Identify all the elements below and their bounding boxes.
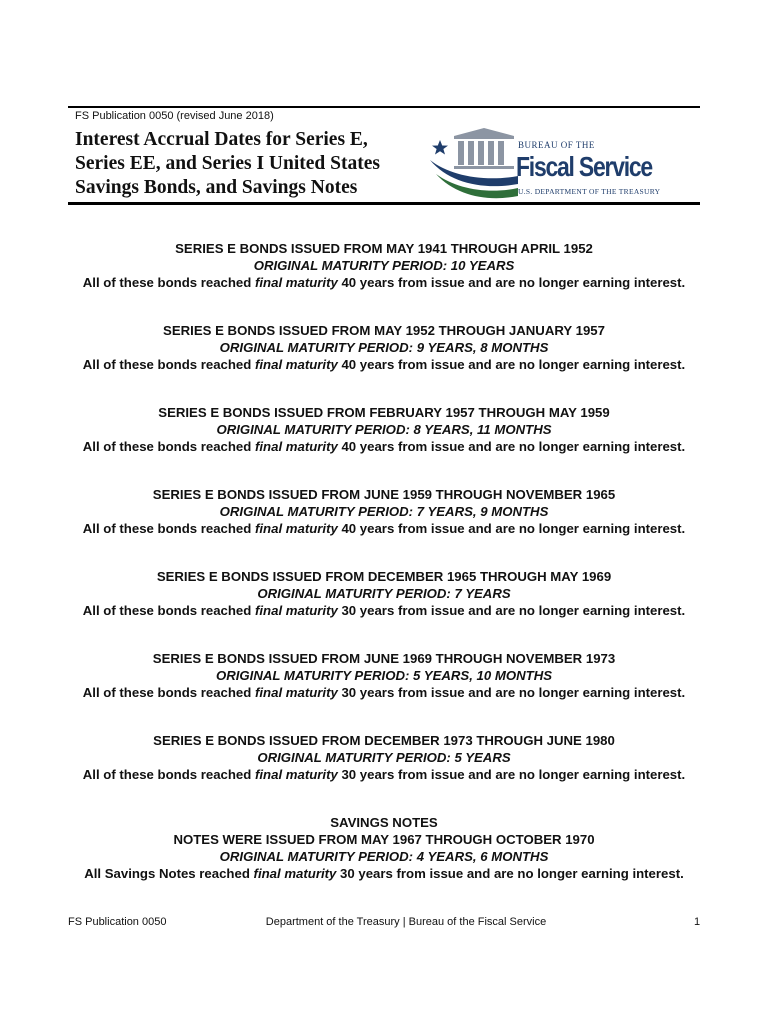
footer-publication: FS Publication 0050 <box>68 916 167 928</box>
header-rule-top <box>68 106 700 108</box>
logo-fiscal-service-text: Fiscal Service <box>516 151 652 182</box>
section-maturity: ORIGINAL MATURITY PERIOD: 7 YEARS, 9 MONTHS <box>219 504 549 519</box>
bond-section-5 <box>40 568 728 619</box>
bond-sections <box>40 240 728 913</box>
treasury-building-icon <box>430 124 518 200</box>
fiscal-service-logo <box>430 124 662 200</box>
title-line-1: Interest Accrual Dates for Series E, <box>75 129 368 150</box>
section-note: All of these bonds reached final maturity 30 years from issue and are no longer earning interest. <box>82 685 686 700</box>
section-note: All of these bonds reached final maturity 30 years from issue and are no longer earning interest. <box>82 603 686 618</box>
section-heading: SERIES E BONDS ISSUED FROM DECEMBER 1965 THROUGH MAY 1969 <box>156 569 612 584</box>
savings-notes-title: SAVINGS NOTES <box>330 815 438 830</box>
section-maturity: ORIGINAL MATURITY PERIOD: 4 YEARS, 6 MONTHS <box>219 849 549 864</box>
section-note: All of these bonds reached final maturity 30 years from issue and are no longer earning interest. <box>82 767 686 782</box>
bond-section-3 <box>40 404 728 455</box>
section-heading: SERIES E BONDS ISSUED FROM JUNE 1959 THROUGH NOVEMBER 1965 <box>152 487 616 502</box>
bond-section-7 <box>40 732 728 783</box>
bond-section-4 <box>40 486 728 537</box>
logo-department-text: U.S. DEPARTMENT OF THE TREASURY <box>518 187 661 196</box>
savings-notes-section <box>40 814 728 882</box>
section-heading: SERIES E BONDS ISSUED FROM DECEMBER 1973 THROUGH JUNE 1980 <box>153 733 615 748</box>
section-note: All of these bonds reached final maturity 40 years from issue and are no longer earning interest. <box>82 439 686 454</box>
publication-label: FS Publication 0050 (revised June 2018) <box>75 110 274 122</box>
section-heading: SERIES E BONDS ISSUED FROM MAY 1941 THROUGH APRIL 1952 <box>175 241 593 256</box>
section-note: All of these bonds reached final maturity 40 years from issue and are no longer earning interest. <box>82 521 686 536</box>
section-maturity: ORIGINAL MATURITY PERIOD: 7 YEARS <box>257 586 511 601</box>
logo-bureau-text: BUREAU OF THE <box>518 140 595 150</box>
bond-section-6 <box>40 650 728 701</box>
document-title <box>75 128 415 200</box>
title-line-2: Series EE, and Series I United States <box>75 153 380 174</box>
title-line-3: Savings Bonds, and Savings Notes <box>75 177 358 198</box>
bond-section-1 <box>40 240 728 291</box>
section-maturity: ORIGINAL MATURITY PERIOD: 8 YEARS, 11 MONTHS <box>216 422 552 437</box>
section-maturity: ORIGINAL MATURITY PERIOD: 5 YEARS, 10 MONTHS <box>215 668 553 683</box>
section-heading: NOTES WERE ISSUED FROM MAY 1967 THROUGH OCTOBER 1970 <box>173 832 595 847</box>
section-note: All of these bonds reached final maturity 40 years from issue and are no longer earning interest. <box>82 275 686 290</box>
page-number: 1 <box>694 916 701 928</box>
section-maturity: ORIGINAL MATURITY PERIOD: 9 YEARS, 8 MONTHS <box>219 340 549 355</box>
section-note: All of these bonds reached final maturity 40 years from issue and are no longer earning interest. <box>82 357 686 372</box>
section-heading: SERIES E BONDS ISSUED FROM FEBRUARY 1957 THROUGH MAY 1959 <box>158 405 610 420</box>
section-heading: SERIES E BONDS ISSUED FROM MAY 1952 THROUGH JANUARY 1957 <box>163 323 605 338</box>
section-note: All Savings Notes reached final maturity 30 years from issue and are no longer earning interest. <box>84 866 684 881</box>
section-heading: SERIES E BONDS ISSUED FROM JUNE 1969 THROUGH NOVEMBER 1973 <box>152 651 616 666</box>
bond-section-2 <box>40 322 728 373</box>
footer-department: Department of the Treasury | Bureau of the Fiscal Service <box>265 916 547 928</box>
header-rule-bottom <box>68 202 700 205</box>
section-maturity: ORIGINAL MATURITY PERIOD: 10 YEARS <box>253 258 515 273</box>
section-maturity: ORIGINAL MATURITY PERIOD: 5 YEARS <box>257 750 511 765</box>
